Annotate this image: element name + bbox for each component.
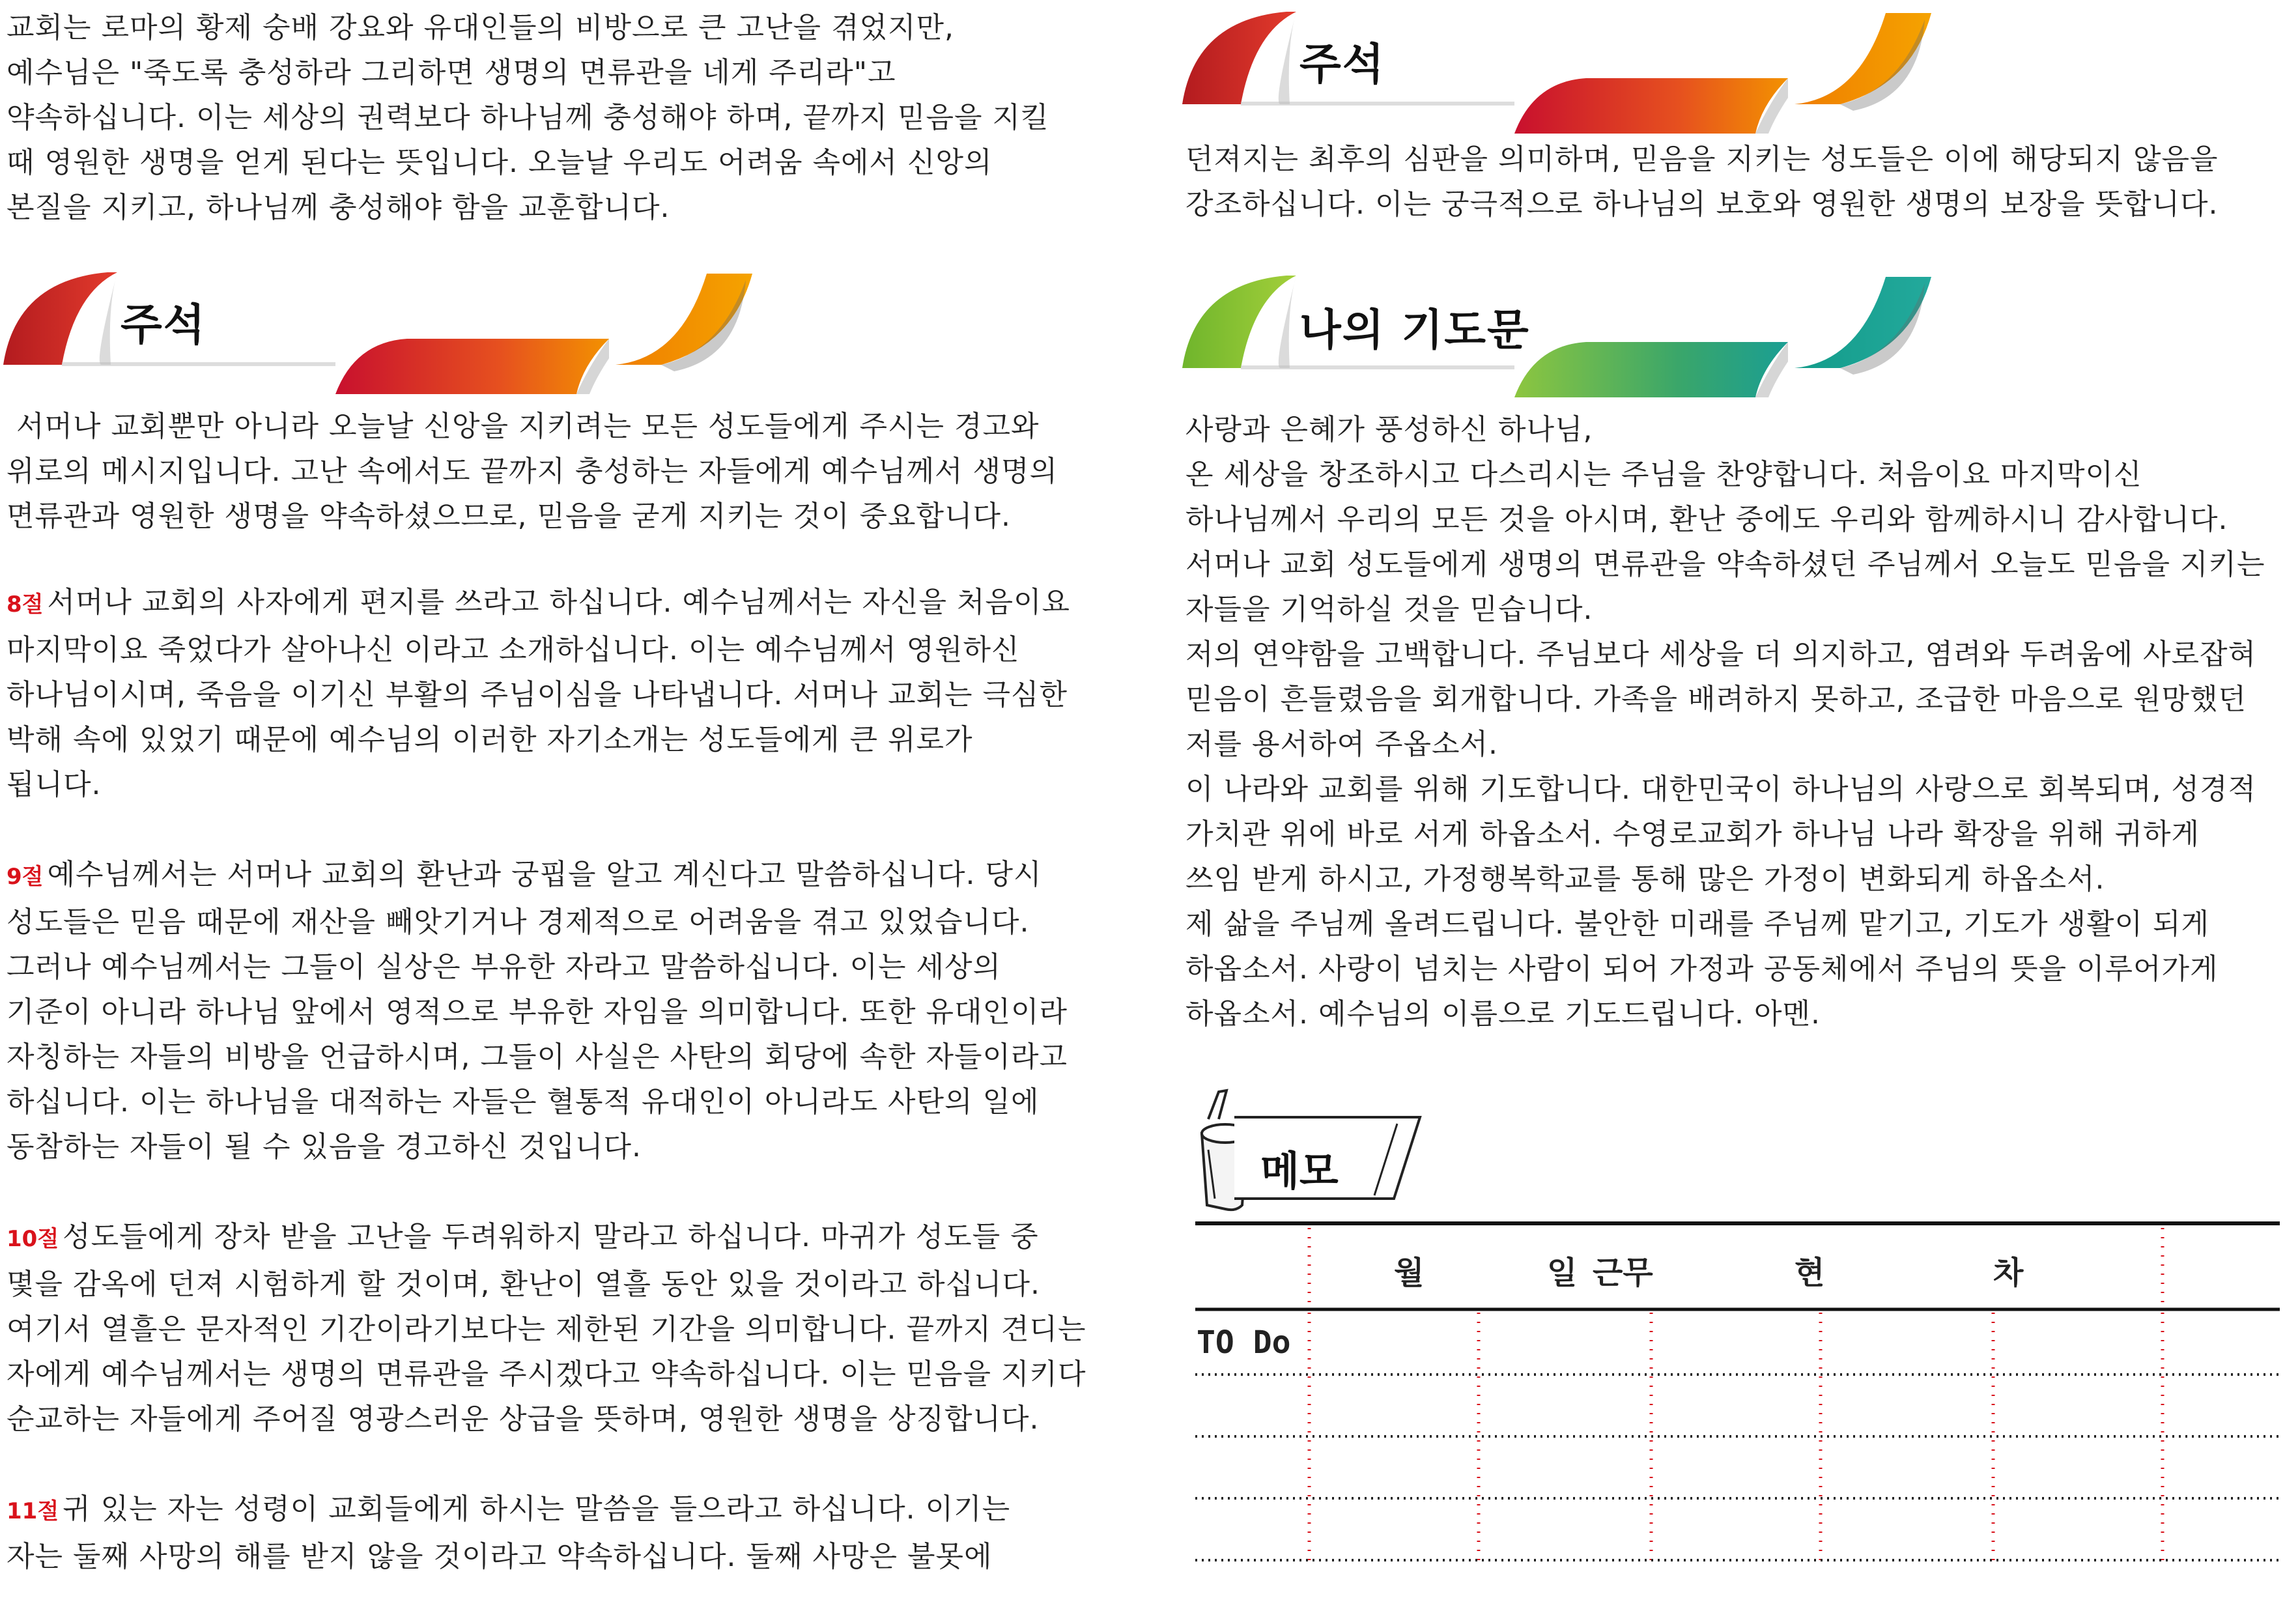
line-text: 사랑과 은혜가 풍성하신 하나님, [1185, 413, 1593, 446]
header-work: 근무 [1593, 1255, 1653, 1291]
memo-block [1195, 1088, 1430, 1218]
header-day: 일 [1547, 1255, 1578, 1291]
prayer-banner [1182, 270, 1938, 401]
verse-number: 10절 [7, 1226, 59, 1252]
verse-number: 11절 [7, 1498, 59, 1524]
text-line [7, 1124, 1086, 1169]
line-text: 교회는 로마의 황제 숭배 강요와 유대인들의 비방으로 큰 고난을 겪었지만, [7, 11, 954, 44]
table-black-dotted-rows [1195, 1375, 2280, 1560]
line-text: 하십니다. 이는 하나님을 대적하는 자들은 혈통적 유대인이 아니라도 사탄의 일에 [7, 1085, 1040, 1118]
line-text: 서머나 교회의 사자에게 편지를 쓰라고 하십니다. 예수님께서는 자신을 처음이요 [47, 586, 1071, 619]
text-line [7, 95, 1049, 140]
verse-block [7, 1214, 1086, 1442]
memo-label: 메모 [1260, 1147, 1339, 1195]
text-line [7, 1307, 1086, 1352]
text-line [7, 762, 1086, 807]
commentary-paragraph [7, 404, 1058, 539]
text-line [7, 852, 1086, 900]
line-text: 때 영원한 생명을 얻게 된다는 뜻입니다. 오늘날 우리도 어려움 속에서 신앙의 [7, 146, 993, 179]
banner-swoosh-graphic [3, 267, 759, 397]
verse-block [7, 852, 1086, 1169]
line-text: 됩니다. [7, 768, 102, 801]
line-text: 위로의 메시지입니다. 고난 속에서도 끝까지 충성하는 자들에게 예수님께서 생명의 [7, 455, 1058, 488]
line-text: 던져지는 최후의 심판을 의미하며, 믿음을 지키는 성도들은 이에 해당되지 않음을 [1185, 143, 2219, 176]
text-line [7, 404, 1058, 449]
text-line [1185, 677, 2265, 722]
text-line [1185, 857, 2265, 902]
line-text: 가치관 위에 바로 서게 하옵소서. 수영로교회가 하나님 나라 확장을 위해 귀하게 [1185, 818, 2200, 851]
intro-paragraph [7, 5, 1049, 230]
line-text: 기준이 아니라 하나님 앞에서 영적으로 부유한 자임을 의미합니다. 또한 유대인이라 [7, 995, 1068, 1029]
text-line [1185, 182, 2219, 227]
text-line [7, 1534, 1086, 1579]
line-text: 서머나 교회 성도들에게 생명의 면류관을 약속하셨던 주님께서 오늘도 믿음을 지키는 [1185, 548, 2265, 581]
line-text: 저의 연약함을 고백합니다. 주님보다 세상을 더 의지하고, 염려와 두려움에 사로잡혀 [1185, 638, 2256, 671]
banner-title: 주석 [1299, 39, 1385, 89]
banner-title: 나의 기도문 [1299, 305, 1530, 355]
text-line [7, 50, 1049, 95]
line-text: 자들을 기억하실 것을 믿습니다. [1185, 593, 1593, 626]
line-text: 예수님께서는 서머나 교회의 환난과 궁핍을 알고 계신다고 말씀하십니다. 당시 [47, 858, 1042, 891]
text-line [7, 1079, 1086, 1124]
line-text: 성도들은 믿음 때문에 재산을 빼앗기거나 경제적으로 어려움을 겪고 있었습니다. [7, 905, 1030, 939]
verse-list [7, 580, 1086, 1624]
text-line [1185, 542, 2265, 587]
commentary-paragraph [1185, 137, 2219, 227]
header-month: 월 [1394, 1255, 1425, 1291]
text-line [1185, 587, 2265, 632]
commentary-banner-left [3, 267, 759, 397]
text-line [7, 1352, 1086, 1397]
line-text: 제 삶을 주님께 올려드립니다. 불안한 미래를 주님께 맡기고, 기도가 생활이 되게 [1185, 907, 2209, 941]
text-line [7, 449, 1058, 494]
line-text: 약속하십니다. 이는 세상의 권력보다 하나님께 충성해야 하며, 끝까지 믿음을 지킬 [7, 101, 1049, 134]
line-text: 마지막이요 죽었다가 살아나신 이라고 소개하십니다. 이는 예수님께서 영원하신 [7, 633, 1020, 666]
text-line [7, 494, 1058, 539]
banner-swoosh-graphic [1182, 270, 1938, 401]
banner-title: 주석 [121, 300, 206, 350]
text-line [1185, 947, 2265, 991]
text-line [1185, 767, 2265, 812]
text-line [7, 900, 1086, 945]
line-text: 하나님께서 우리의 모든 것을 아시며, 환난 중에도 우리와 함께하시니 감사합니다. [1185, 503, 2228, 536]
line-text: 동참하는 자들이 될 수 있음을 경고하신 것입니다. [7, 1130, 642, 1163]
text-line [1185, 632, 2265, 677]
text-line [7, 140, 1049, 185]
verse-number: 9절 [7, 864, 44, 890]
text-line [7, 5, 1049, 50]
line-text: 박해 속에 있었기 때문에 예수님의 이러한 자기소개는 성도들에게 큰 위로가 [7, 723, 973, 756]
line-text: 순교하는 자들에게 주어질 영광스러운 상급을 뜻하며, 영원한 생명을 상징합니다. [7, 1403, 1040, 1436]
line-text: 강조하십니다. 이는 궁극적으로 하나님의 보호와 영원한 생명의 보장을 뜻합니다. [1185, 188, 2219, 221]
text-line [7, 945, 1086, 990]
text-line [7, 990, 1086, 1034]
line-text: 하옵소서. 사랑이 넘치는 사람이 되어 가정과 공동체에서 주님의 뜻을 이루어가게 [1185, 952, 2219, 986]
line-text: 성도들에게 장차 받을 고난을 두려워하지 말라고 하십니다. 마귀가 성도들 중 [63, 1220, 1039, 1253]
text-line [7, 627, 1086, 672]
line-text: 그러나 예수님께서는 그들이 실상은 부유한 자라고 말씀하십니다. 이는 세상의 [7, 950, 1002, 984]
line-text: 이 나라와 교회를 위해 기도합니다. 대한민국이 하나님의 사랑으로 회복되며, 성경적 [1185, 773, 2256, 806]
header-hyeon: 현 [1795, 1255, 1825, 1291]
verse-block [7, 1487, 1086, 1579]
prayer-paragraph [1185, 407, 2265, 1036]
text-line [7, 1397, 1086, 1442]
verse-block [7, 580, 1086, 807]
line-text: 몇을 감옥에 던져 시험하게 할 것이며, 환난이 열흘 동안 있을 것이라고 하십니다. [7, 1268, 1040, 1301]
text-line [1185, 812, 2265, 857]
line-text: 면류관과 영원한 생명을 약속하셨으므로, 믿음을 굳게 지키는 것이 중요합니다. [7, 500, 1011, 533]
banner-swoosh-graphic [1182, 7, 1938, 137]
line-text: 여기서 열흘은 문자적인 기간이라기보다는 제한된 기간을 의미합니다. 끝까지 견디는 [7, 1313, 1086, 1346]
text-line [1185, 902, 2265, 947]
text-line [1185, 407, 2265, 452]
text-line [7, 672, 1086, 717]
header-cha: 차 [1993, 1255, 2024, 1291]
text-line [1185, 497, 2265, 542]
line-text: 자에게 예수님께서는 생명의 면류관을 주시겠다고 약속하십니다. 이는 믿음을 지키다 [7, 1358, 1086, 1391]
text-line [1185, 722, 2265, 767]
text-line [1185, 452, 2265, 497]
text-line [1185, 991, 2265, 1036]
text-line [7, 580, 1086, 627]
line-text: 하나님이시며, 죽음을 이기신 부활의 주님이심을 나타냅니다. 서머나 교회는 극심한 [7, 678, 1068, 711]
line-text: 하옵소서. 예수님의 이름으로 기도드립니다. 아멘. [1185, 997, 1821, 1031]
text-line [7, 717, 1086, 762]
line-text: 쓰임 받게 하시고, 가정행복학교를 통해 많은 가정이 변화되게 하옵소서. [1185, 862, 2105, 896]
table-red-dotted-columns [1309, 1228, 2163, 1563]
text-line [1185, 137, 2219, 182]
text-line [7, 1487, 1086, 1534]
text-line [7, 1262, 1086, 1307]
line-text: 믿음이 흔들렸음을 회개합니다. 가족을 배려하지 못하고, 조급한 마음으로 원망했던 [1185, 683, 2247, 716]
verse-number: 8절 [7, 591, 44, 618]
text-line [7, 1214, 1086, 1262]
line-text: 자는 둘째 사망의 해를 받지 않을 것이라고 약속하십니다. 둘째 사망은 불못에 [7, 1540, 993, 1573]
text-line [7, 185, 1049, 230]
line-text: 저를 용서하여 주옵소서. [1185, 728, 1498, 761]
line-text: 본질을 지키고, 하나님께 충성해야 함을 교훈합니다. [7, 191, 670, 224]
line-text: 귀 있는 자는 성령이 교회들에게 하시는 말씀을 들으라고 하십니다. 이기는 [63, 1492, 1011, 1526]
line-text: 온 세상을 창조하시고 다스리시는 주님을 찬양합니다. 처음이요 마지막이신 [1185, 458, 2142, 491]
text-line [7, 1034, 1086, 1079]
line-text: 자칭하는 자들의 비방을 언급하시며, 그들이 사실은 사탄의 회당에 속한 자들이라고 [7, 1040, 1068, 1074]
commentary-banner-right [1182, 7, 1938, 137]
line-text: 서머나 교회뿐만 아니라 오늘날 신앙을 지키려는 모든 성도들에게 주시는 경고와 [7, 410, 1040, 443]
line-text: 예수님은 "죽도록 충성하라 그리하면 생명의 면류관을 네게 주리라"고 [7, 56, 896, 89]
todo-label: TO Do [1197, 1324, 1291, 1361]
